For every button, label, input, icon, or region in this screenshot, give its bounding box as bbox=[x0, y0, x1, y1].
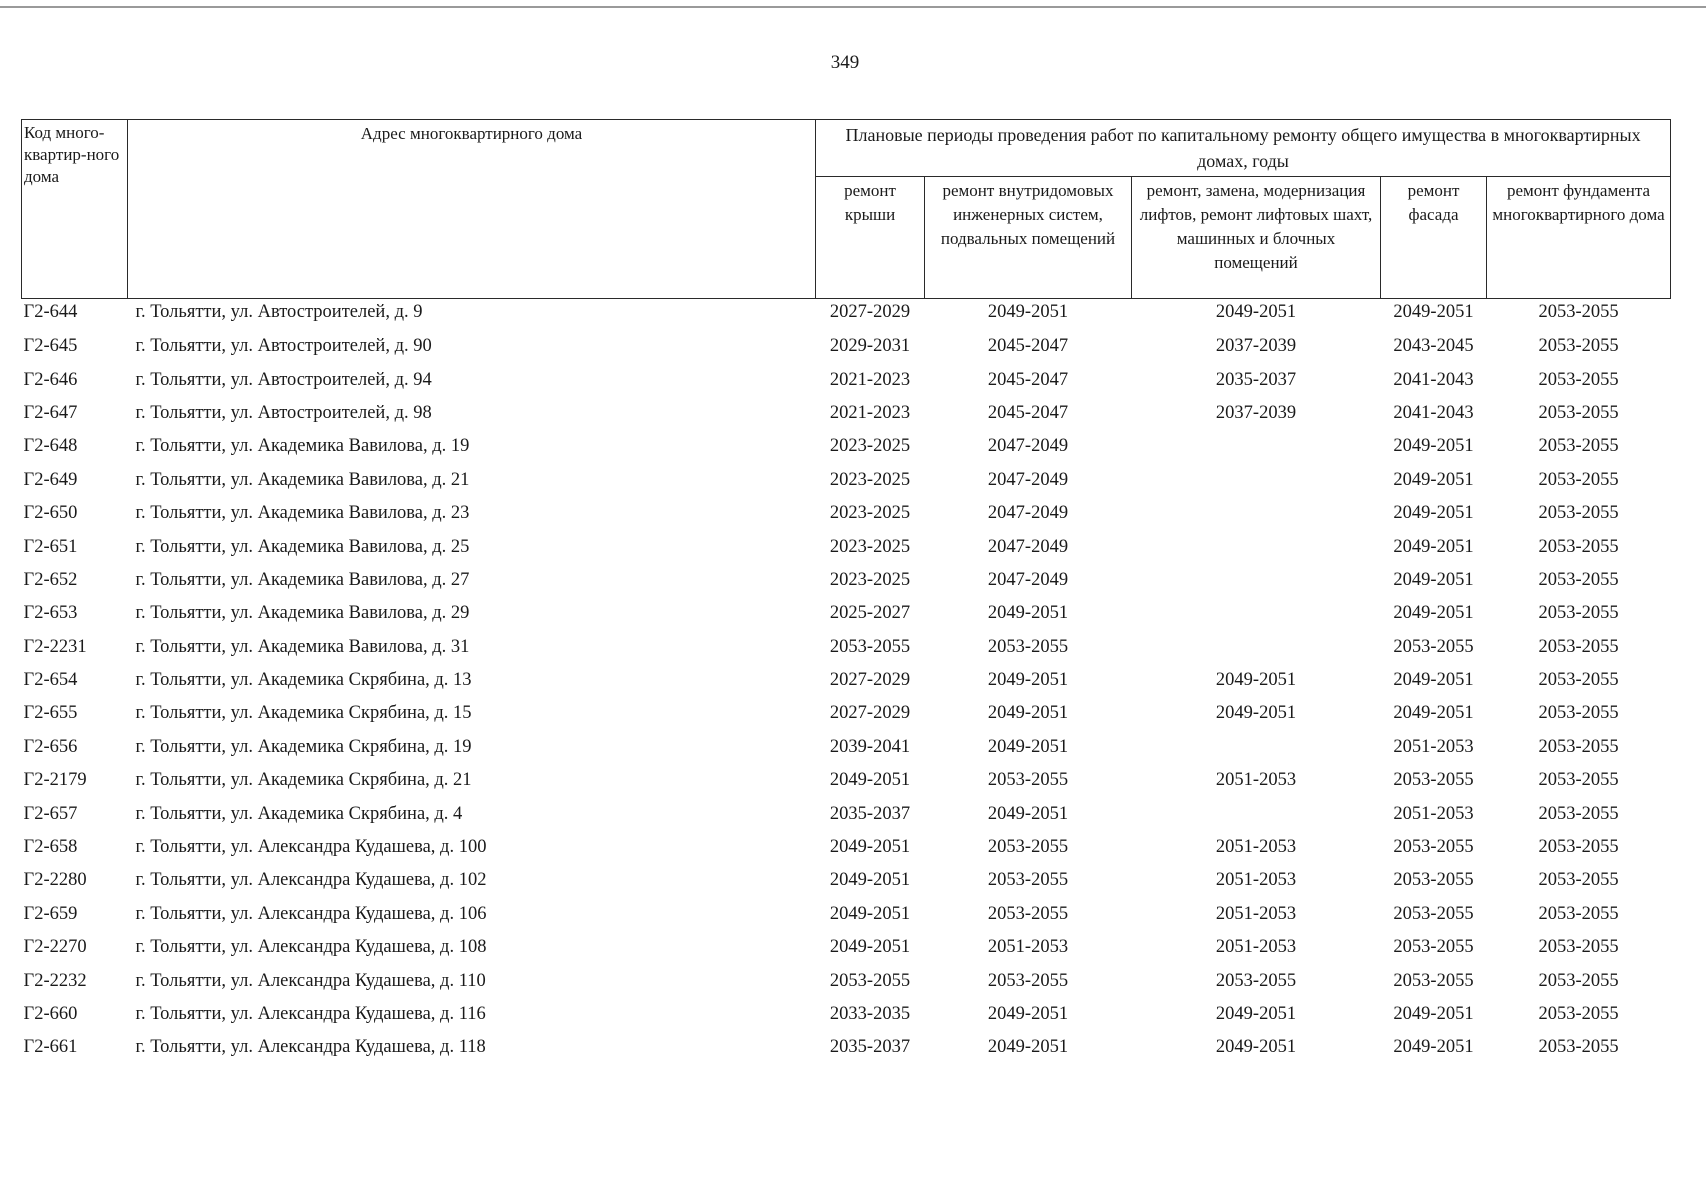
cell-code: Г2-649 bbox=[23, 469, 78, 490]
header-address: Адрес многоквартирного дома bbox=[128, 120, 816, 299]
cell-roof: 2035-2037 bbox=[829, 1037, 911, 1058]
cell-elevators: 2049-2051 bbox=[1215, 703, 1297, 724]
cell-foundation: 2053-2055 bbox=[1538, 803, 1619, 824]
cell-foundation: 2053-2055 bbox=[1538, 569, 1619, 590]
cell-systems: 2049-2051 bbox=[987, 1004, 1069, 1024]
table-row bbox=[22, 430, 1671, 463]
cell-address: г. Тольятти, ул. Автостроителей, д. 98 bbox=[135, 402, 432, 423]
cell-facade: 2049-2051 bbox=[1393, 603, 1474, 624]
cell-foundation: 2053-2055 bbox=[1538, 536, 1619, 557]
cell-elevators: 2035-2037 bbox=[1215, 369, 1297, 390]
cell-systems: 2051-2053 bbox=[987, 937, 1069, 958]
header-planned-periods: Плановые периоды проведения работ по капитальному ремонту общего имущества в многоквартирных домах, годы bbox=[816, 120, 1671, 177]
cell-elevators: 2049-2051 bbox=[1215, 1004, 1297, 1024]
page-number: 349 bbox=[830, 52, 860, 73]
cell-foundation: 2053-2055 bbox=[1538, 302, 1619, 322]
table-row bbox=[22, 597, 1671, 630]
cell-address: г. Тольятти, ул. Автостроителей, д. 90 bbox=[135, 336, 432, 357]
cell-address: г. Тольятти, ул. Академика Скрябина, д. 21 bbox=[135, 770, 472, 791]
cell-facade: 2049-2051 bbox=[1393, 703, 1474, 724]
cell-code: Г2-658 bbox=[23, 837, 78, 858]
table-row bbox=[22, 564, 1671, 597]
cell-facade: 2049-2051 bbox=[1393, 670, 1474, 691]
cell-systems: 2045-2047 bbox=[987, 369, 1069, 390]
cell-systems: 2049-2051 bbox=[987, 302, 1069, 322]
cell-roof: 2027-2029 bbox=[829, 302, 911, 322]
cell-roof: 2033-2035 bbox=[829, 1004, 911, 1024]
cell-systems: 2049-2051 bbox=[987, 736, 1069, 757]
cell-address: г. Тольятти, ул. Академика Вавилова, д. 29 bbox=[135, 603, 470, 624]
cell-systems: 2049-2051 bbox=[987, 803, 1069, 824]
cell-foundation: 2053-2055 bbox=[1538, 736, 1619, 757]
cell-address: г. Тольятти, ул. Академика Вавилова, д. 19 bbox=[135, 436, 470, 457]
cell-address: г. Тольятти, ул. Академика Скрябина, д. 13 bbox=[135, 670, 472, 691]
cell-elevators bbox=[1132, 497, 1381, 530]
cell-systems: 2047-2049 bbox=[987, 436, 1069, 457]
cell-elevators bbox=[1132, 430, 1381, 463]
cell-code: Г2-659 bbox=[23, 903, 78, 924]
table-row bbox=[22, 831, 1671, 864]
cell-foundation: 2053-2055 bbox=[1538, 336, 1619, 357]
cell-facade: 2053-2055 bbox=[1393, 937, 1474, 958]
cell-facade: 2049-2051 bbox=[1393, 503, 1474, 524]
cell-foundation: 2053-2055 bbox=[1538, 670, 1619, 691]
cell-elevators bbox=[1132, 597, 1381, 630]
table-body bbox=[22, 299, 1671, 1065]
header-foundation: ремонт фундамента многоквартирного дома bbox=[1487, 177, 1671, 299]
cell-elevators: 2049-2051 bbox=[1215, 1037, 1297, 1058]
cell-foundation: 2053-2055 bbox=[1538, 970, 1619, 991]
cell-facade: 2053-2055 bbox=[1393, 970, 1474, 991]
header-elevators: ремонт, замена, модернизация лифтов, ремонт лифтовых шахт, машинных и блочных помещений bbox=[1132, 177, 1381, 299]
cell-facade: 2041-2043 bbox=[1393, 402, 1474, 423]
cell-facade: 2053-2055 bbox=[1393, 636, 1474, 657]
table-row bbox=[22, 497, 1671, 530]
cell-code: Г2-661 bbox=[23, 1037, 78, 1058]
cell-systems: 2053-2055 bbox=[987, 903, 1069, 924]
cell-facade: 2049-2051 bbox=[1393, 469, 1474, 490]
header-roof-repair: ремонт крыши bbox=[816, 177, 925, 299]
cell-roof: 2023-2025 bbox=[829, 436, 911, 457]
cell-roof: 2021-2023 bbox=[829, 402, 911, 423]
cell-roof: 2023-2025 bbox=[829, 536, 911, 557]
cell-address: г. Тольятти, ул. Академика Вавилова, д. 27 bbox=[135, 569, 470, 590]
cell-roof: 2023-2025 bbox=[829, 503, 911, 524]
cell-facade: 2051-2053 bbox=[1393, 803, 1474, 824]
cell-foundation: 2053-2055 bbox=[1538, 369, 1619, 390]
table-row bbox=[22, 764, 1671, 797]
cell-address: г. Тольятти, ул. Академика Скрябина, д. 4 bbox=[135, 803, 463, 824]
cell-facade: 2051-2053 bbox=[1393, 736, 1474, 757]
cell-roof: 2021-2023 bbox=[829, 369, 911, 390]
cell-systems: 2047-2049 bbox=[987, 469, 1069, 490]
table-row bbox=[22, 299, 1671, 331]
table-row bbox=[22, 330, 1671, 363]
cell-address: г. Тольятти, ул. Академика Скрябина, д. 19 bbox=[135, 736, 472, 757]
cell-elevators: 2053-2055 bbox=[1215, 970, 1297, 991]
cell-systems: 2049-2051 bbox=[987, 670, 1069, 691]
cell-roof: 2053-2055 bbox=[829, 636, 911, 657]
cell-code: Г2-2270 bbox=[23, 937, 87, 958]
cell-address: г. Тольятти, ул. Александра Кудашева, д. 108 bbox=[135, 937, 487, 958]
cell-facade: 2049-2051 bbox=[1393, 536, 1474, 557]
header-facade: ремонт фасада bbox=[1381, 177, 1487, 299]
cell-code: Г2-653 bbox=[23, 603, 78, 624]
cell-foundation: 2053-2055 bbox=[1538, 1037, 1619, 1058]
cell-foundation: 2053-2055 bbox=[1538, 603, 1619, 624]
cell-systems: 2047-2049 bbox=[987, 503, 1069, 524]
cell-facade: 2043-2045 bbox=[1393, 336, 1474, 357]
cell-facade: 2049-2051 bbox=[1393, 1004, 1474, 1024]
cell-roof: 2029-2031 bbox=[829, 336, 911, 357]
cell-address: г. Тольятти, ул. Александра Кудашева, д. 102 bbox=[135, 870, 487, 891]
cell-foundation: 2053-2055 bbox=[1538, 469, 1619, 490]
cell-elevators bbox=[1132, 530, 1381, 563]
cell-facade: 2053-2055 bbox=[1393, 837, 1474, 858]
cell-address: г. Тольятти, ул. Александра Кудашева, д. 118 bbox=[135, 1037, 486, 1058]
cell-code: Г2-654 bbox=[23, 670, 78, 691]
table-row bbox=[22, 931, 1671, 964]
cell-facade: 2049-2051 bbox=[1393, 436, 1474, 457]
cell-foundation: 2053-2055 bbox=[1538, 703, 1619, 724]
cell-address: г. Тольятти, ул. Академика Вавилова, д. 25 bbox=[135, 536, 470, 557]
cell-code: Г2-651 bbox=[23, 536, 78, 557]
cell-systems: 2053-2055 bbox=[987, 970, 1069, 991]
cell-roof: 2027-2029 bbox=[829, 670, 911, 691]
cell-code: Г2-648 bbox=[23, 436, 78, 457]
cell-address: г. Тольятти, ул. Автостроителей, д. 9 bbox=[135, 302, 423, 322]
header-code: Код много-квартир-ного дома bbox=[22, 120, 128, 299]
cell-code: Г2-2280 bbox=[23, 870, 87, 891]
cell-systems: 2045-2047 bbox=[987, 336, 1069, 357]
cell-code: Г2-2179 bbox=[23, 770, 87, 791]
cell-code: Г2-656 bbox=[23, 736, 78, 757]
cell-elevators bbox=[1132, 797, 1381, 830]
cell-systems: 2053-2055 bbox=[987, 770, 1069, 791]
cell-foundation: 2053-2055 bbox=[1538, 402, 1619, 423]
cell-code: Г2-652 bbox=[23, 569, 78, 590]
cell-elevators bbox=[1132, 631, 1381, 664]
cell-systems: 2053-2055 bbox=[987, 870, 1069, 891]
cell-code: Г2-650 bbox=[23, 503, 78, 524]
cell-address: г. Тольятти, ул. Александра Кудашева, д. 110 bbox=[135, 970, 486, 991]
cell-roof: 2035-2037 bbox=[829, 803, 911, 824]
cell-roof: 2023-2025 bbox=[829, 569, 911, 590]
cell-foundation: 2053-2055 bbox=[1538, 870, 1619, 891]
cell-roof: 2049-2051 bbox=[829, 770, 911, 791]
cell-foundation: 2053-2055 bbox=[1538, 903, 1619, 924]
table-row bbox=[22, 964, 1671, 997]
repair-schedule-table bbox=[21, 119, 1671, 1065]
table-row bbox=[22, 664, 1671, 697]
cell-code: Г2-660 bbox=[23, 1004, 78, 1024]
cell-roof: 2023-2025 bbox=[829, 469, 911, 490]
cell-foundation: 2053-2055 bbox=[1538, 503, 1619, 524]
cell-systems: 2049-2051 bbox=[987, 1037, 1069, 1058]
cell-roof: 2053-2055 bbox=[829, 970, 911, 991]
cell-roof: 2049-2051 bbox=[829, 870, 911, 891]
cell-address: г. Тольятти, ул. Академика Скрябина, д. 15 bbox=[135, 703, 472, 724]
cell-facade: 2053-2055 bbox=[1393, 870, 1474, 891]
cell-elevators: 2051-2053 bbox=[1215, 770, 1297, 791]
table-row bbox=[22, 464, 1671, 497]
cell-elevators: 2051-2053 bbox=[1215, 870, 1297, 891]
table-row bbox=[22, 530, 1671, 563]
table-row bbox=[22, 1031, 1671, 1064]
cell-elevators: 2037-2039 bbox=[1215, 336, 1297, 357]
cell-code: Г2-644 bbox=[23, 302, 78, 322]
cell-roof: 2049-2051 bbox=[829, 903, 911, 924]
cell-systems: 2049-2051 bbox=[987, 703, 1069, 724]
cell-facade: 2049-2051 bbox=[1393, 302, 1474, 322]
cell-address: г. Тольятти, ул. Александра Кудашева, д. 116 bbox=[135, 1004, 486, 1024]
cell-code: Г2-645 bbox=[23, 336, 78, 357]
cell-systems: 2053-2055 bbox=[987, 636, 1069, 657]
cell-roof: 2039-2041 bbox=[829, 736, 911, 757]
cell-facade: 2049-2051 bbox=[1393, 569, 1474, 590]
cell-foundation: 2053-2055 bbox=[1538, 770, 1619, 791]
table-row bbox=[22, 898, 1671, 931]
table-row bbox=[22, 697, 1671, 730]
cell-elevators: 2051-2053 bbox=[1215, 903, 1297, 924]
cell-elevators: 2049-2051 bbox=[1215, 670, 1297, 691]
cell-foundation: 2053-2055 bbox=[1538, 837, 1619, 858]
header-engineering-systems: ремонт внутридомовых инженерных систем, подвальных помещений bbox=[925, 177, 1132, 299]
cell-elevators: 2051-2053 bbox=[1215, 837, 1297, 858]
cell-roof: 2049-2051 bbox=[829, 837, 911, 858]
cell-elevators bbox=[1132, 731, 1381, 764]
cell-elevators: 2049-2051 bbox=[1215, 302, 1297, 322]
table-row bbox=[22, 797, 1671, 830]
cell-foundation: 2053-2055 bbox=[1538, 436, 1619, 457]
cell-foundation: 2053-2055 bbox=[1538, 636, 1619, 657]
cell-address: г. Тольятти, ул. Александра Кудашева, д. 100 bbox=[135, 837, 487, 858]
cell-elevators bbox=[1132, 564, 1381, 597]
cell-code: Г2-657 bbox=[23, 803, 78, 824]
cell-code: Г2-2231 bbox=[23, 636, 87, 657]
cell-address: г. Тольятти, ул. Академика Вавилова, д. 23 bbox=[135, 503, 470, 524]
cell-systems: 2047-2049 bbox=[987, 536, 1069, 557]
cell-code: Г2-646 bbox=[23, 369, 78, 390]
cell-facade: 2049-2051 bbox=[1393, 1037, 1474, 1058]
cell-elevators: 2037-2039 bbox=[1215, 402, 1297, 423]
table-row bbox=[22, 998, 1671, 1031]
cell-foundation: 2053-2055 bbox=[1538, 937, 1619, 958]
cell-elevators: 2051-2053 bbox=[1215, 937, 1297, 958]
table-row bbox=[22, 397, 1671, 430]
table-row bbox=[22, 731, 1671, 764]
cell-facade: 2041-2043 bbox=[1393, 369, 1474, 390]
cell-systems: 2047-2049 bbox=[987, 569, 1069, 590]
cell-facade: 2053-2055 bbox=[1393, 770, 1474, 791]
cell-address: г. Тольятти, ул. Александра Кудашева, д. 106 bbox=[135, 903, 487, 924]
cell-foundation: 2053-2055 bbox=[1538, 1004, 1619, 1024]
cell-systems: 2049-2051 bbox=[987, 603, 1069, 624]
cell-code: Г2-2232 bbox=[23, 970, 87, 991]
cell-code: Г2-647 bbox=[23, 402, 78, 423]
table-row bbox=[22, 363, 1671, 396]
cell-systems: 2053-2055 bbox=[987, 837, 1069, 858]
cell-elevators bbox=[1132, 464, 1381, 497]
cell-facade: 2053-2055 bbox=[1393, 903, 1474, 924]
cell-roof: 2025-2027 bbox=[829, 603, 911, 624]
cell-address: г. Тольятти, ул. Академика Вавилова, д. 31 bbox=[135, 636, 470, 657]
cell-address: г. Тольятти, ул. Академика Вавилова, д. 21 bbox=[135, 469, 470, 490]
table-row bbox=[22, 864, 1671, 897]
cell-code: Г2-655 bbox=[23, 703, 78, 724]
cell-roof: 2049-2051 bbox=[829, 937, 911, 958]
scan-top-edge bbox=[0, 6, 1706, 8]
table-row bbox=[22, 631, 1671, 664]
cell-systems: 2045-2047 bbox=[987, 402, 1069, 423]
cell-address: г. Тольятти, ул. Автостроителей, д. 94 bbox=[135, 369, 432, 390]
cell-roof: 2027-2029 bbox=[829, 703, 911, 724]
